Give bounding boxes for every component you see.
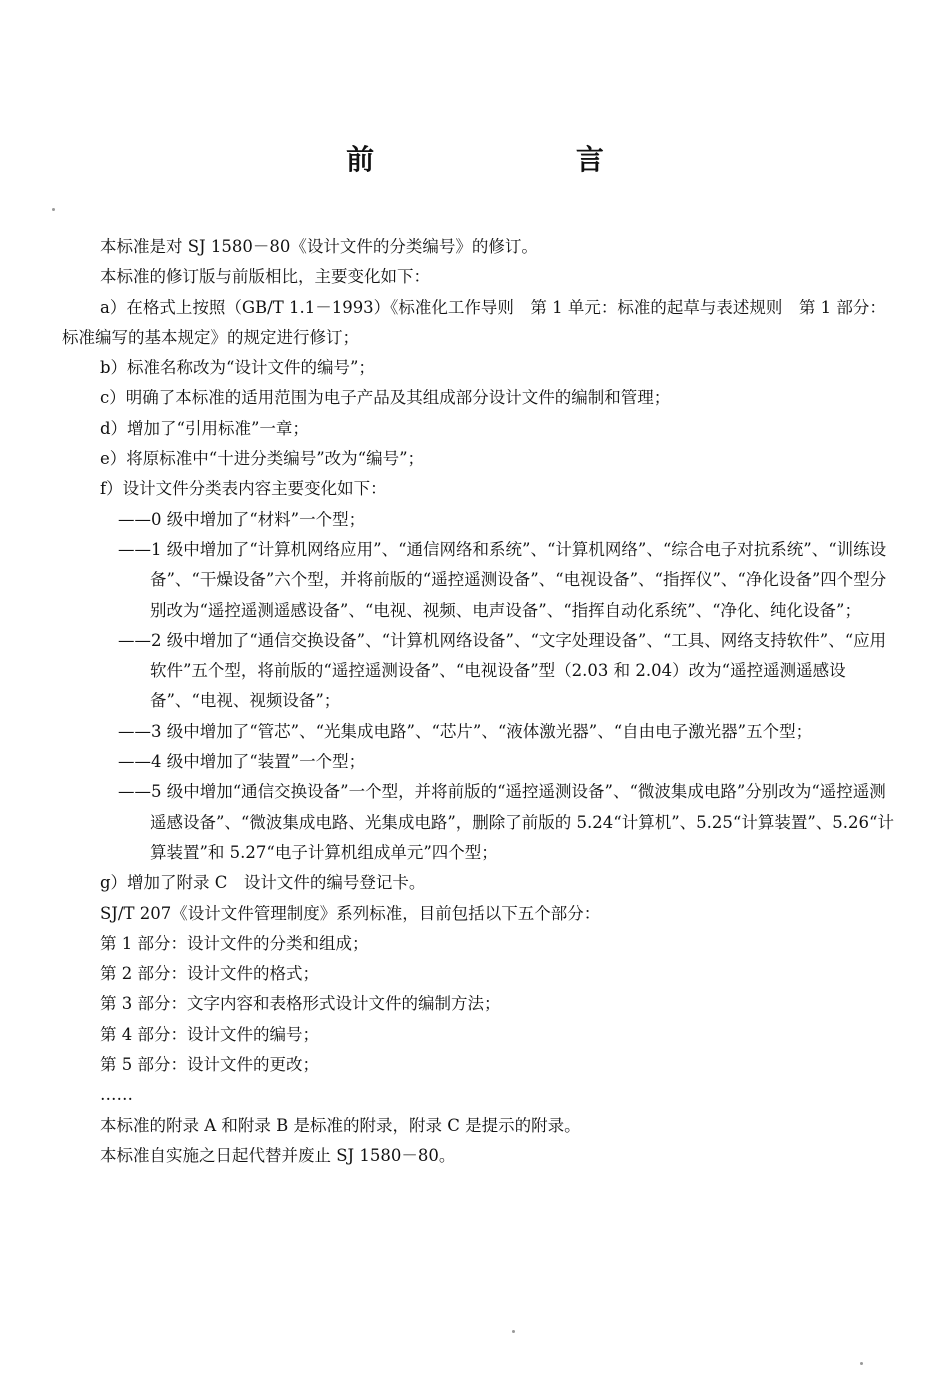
paragraph-changes-lead: 本标准的修订版与前版相比，主要变化如下：	[100, 267, 430, 287]
scan-speck	[512, 1330, 515, 1333]
change-item-e: e）将原标准中“十进分类编号”改为“编号”；	[100, 449, 425, 469]
foreword-body	[62, 232, 894, 1171]
dash-item-level-1: ——1 级中增加了“计算机网络应用”、“通信网络和系统”、“计算机网络”、“综合电子对抗系统”、“训练设备”、“干燥设备”六个型，并将前版的“遥控遥测设备”、“电视设备”、“指挥仪”、“净化设备”四个型分别改为“遥控遥测遥感设备”、“电视、视频、电声设备”、“指挥自动化系统”、“净化、纯化设备”；	[118, 539, 887, 620]
paragraph-intro: 本标准是对 SJ 1580－80《设计文件的分类编号》的修订。	[100, 237, 538, 256]
replacement-note: 本标准自实施之日起代替并废止 SJ 1580－80。	[100, 1145, 456, 1165]
scan-speck	[52, 208, 55, 211]
series-part-1: 第 1 部分：设计文件的分类和组成；	[100, 933, 369, 953]
series-intro: SJ/T 207《设计文件管理制度》系列标准，目前包括以下五个部分：	[100, 903, 601, 923]
ellipsis: ……	[100, 1085, 133, 1105]
dash-item-level-5: ——5 级中增加“通信交换设备”一个型，并将前版的“遥控遥测设备”、“微波集成电路”分别改为“遥控遥测遥感设备”、“微波集成电路、光集成电路”，删除了前版的 5.24“计算机”、5.25“计算装置”、5.26“计算装置”和 5.27“电子计算机组成单元”四个型；	[118, 782, 894, 862]
dash-item-level-3: ——3 级中增加了“管芯”、“光集成电路”、“芯片”、“液体激光器”、“自由电子激光器”五个型；	[118, 721, 813, 741]
series-part-2: 第 2 部分：设计文件的格式；	[100, 964, 319, 984]
dash-item-level-2: ——2 级中增加了“通信交换设备”、“计算机网络设备”、“文字处理设备”、“工具、网络支持软件”、“应用软件”五个型，将前版的“遥控遥测设备”、“电视设备”型（2.03 和 2.04）改为“遥控遥测遥感设备”、“电视、视频设备”；	[118, 630, 887, 711]
scan-speck	[860, 1362, 863, 1365]
change-item-c: c）明确了本标准的适用范围为电子产品及其组成部分设计文件的编制和管理；	[100, 388, 671, 408]
page-title: 前 言	[346, 143, 700, 176]
change-item-d: d）增加了“引用标准”一章；	[100, 418, 309, 438]
appendix-note: 本标准的附录 A 和附录 B 是标准的附录，附录 C 是提示的附录。	[100, 1115, 581, 1135]
change-item-b: b）标准名称改为“设计文件的编号”；	[100, 358, 375, 378]
change-item-g: g）增加了附录 C 设计文件的编号登记卡。	[100, 873, 426, 893]
change-item-f: f）设计文件分类表内容主要变化如下：	[100, 479, 387, 499]
dash-item-level-4: ——4 级中增加了“装置”一个型；	[118, 752, 366, 772]
series-part-4: 第 4 部分：设计文件的编号；	[100, 1024, 319, 1044]
series-part-5: 第 5 部分：设计文件的更改；	[100, 1055, 319, 1075]
dash-item-level-0: ——0 级中增加了“材料”一个型；	[118, 509, 366, 529]
classification-changes-list	[74, 505, 894, 869]
change-item-a: a）在格式上按照（GB/T 1.1－1993）《标准化工作导则 第 1 单元：标准的起草与表述规则 第 1 部分：标准编写的基本规定》的规定进行修订；	[62, 297, 886, 347]
series-part-3: 第 3 部分：文字内容和表格形式设计文件的编制方法；	[100, 994, 501, 1014]
